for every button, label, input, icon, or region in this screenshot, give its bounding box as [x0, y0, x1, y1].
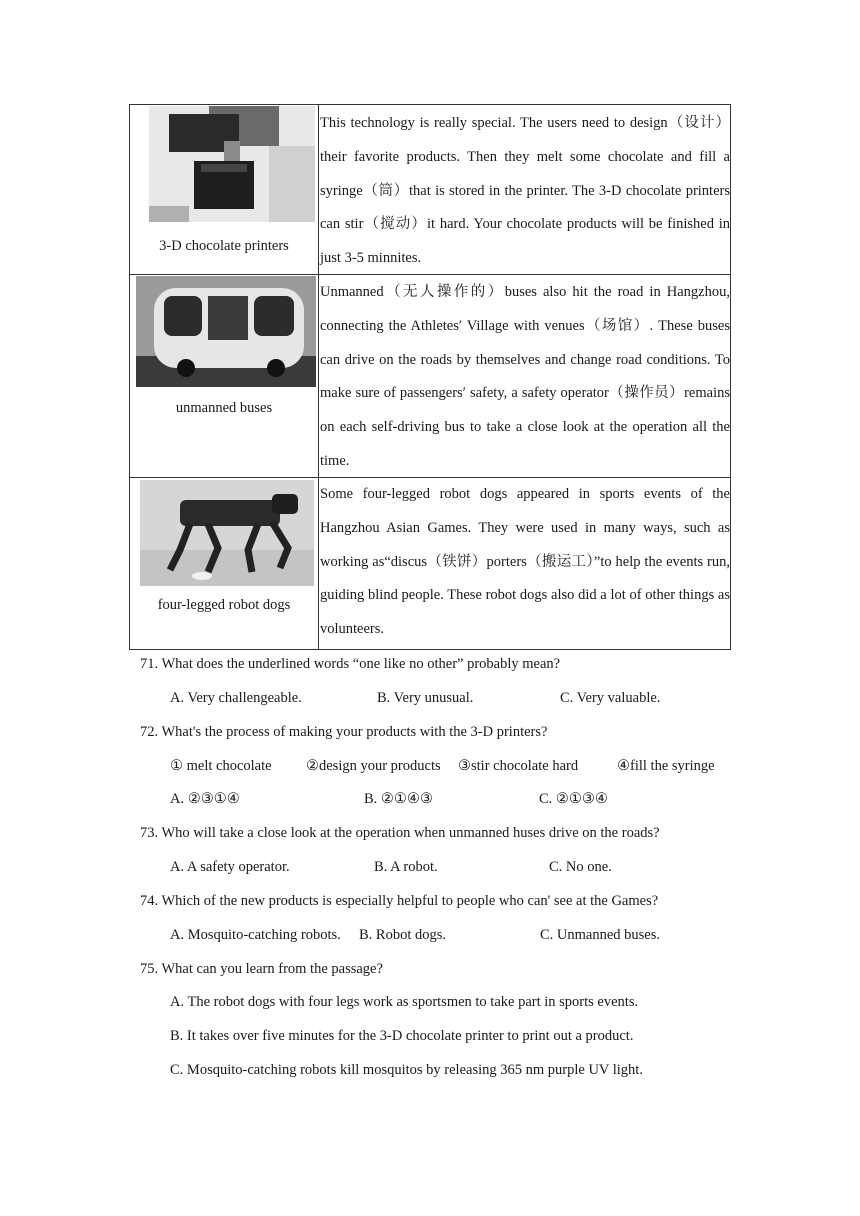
option-a: A. ②③①④ — [170, 791, 240, 807]
step-4: ④fill the syringe — [617, 758, 715, 774]
question-71: 71. What does the underlined words “one like no other” probably mean? — [140, 656, 561, 672]
option-b: B. A robot. — [374, 859, 438, 875]
image-cell — [130, 105, 319, 274]
step-1: ① melt chocolate — [170, 758, 272, 774]
reading-table — [129, 104, 731, 650]
step-3: ③stir chocolate hard — [458, 758, 579, 774]
table-row — [130, 275, 730, 478]
option-b: B. It takes over five minutes for the 3-D chocolate printer to print out a product. — [170, 1028, 634, 1044]
option-c: C. Unmanned buses. — [540, 927, 661, 943]
question-74: 74. Which of the new products is especially helpful to people who can' see at the Games? — [140, 893, 659, 909]
robot-dog-photo — [140, 480, 314, 586]
chocolate-printer-photo — [149, 106, 315, 222]
option-c: C. No one. — [549, 859, 612, 875]
image-cell — [130, 478, 319, 649]
image-cell — [130, 275, 319, 477]
image-caption: unmanned buses — [175, 400, 273, 416]
option-a: A. Mosquito-catching robots. — [170, 927, 341, 943]
option-b: B. ②①④③ — [364, 791, 433, 807]
question-75: 75. What can you learn from the passage? — [140, 961, 383, 977]
question-73: 73. Who will take a close look at the operation when unmanned huses drive on the roads? — [140, 825, 660, 841]
table-row — [130, 478, 730, 649]
option-a: A. Very challengeable. — [170, 690, 302, 706]
passage-text: Unmanned（无人操作的）buses also hit the road in Hangzhou, connecting the Athletes′ Village with venues（场馆）. These buses can drive on the roads by themselves and change road conditions. To make sure of passengers′ safety, a safety operator（操作员）remains on each self-driving bus to take a close look at the operation all the time. — [320, 284, 730, 469]
option-c: C. ②①③④ — [539, 791, 608, 807]
option-c: C. Mosquito-catching robots kill mosquitos by releasing 365 nm purple UV light. — [170, 1062, 643, 1078]
unmanned-bus-photo — [136, 276, 316, 387]
table-row — [130, 105, 730, 275]
image-caption: 3-D chocolate printers — [159, 238, 289, 254]
passage-text: Some four-legged robot dogs appeared in sports events of the Hangzhou Asian Games. They were used in many ways, such as working as“discus（铁饼）porters（搬运工）”to help the events run, guiding blind people. These robot dogs also did a lot of other things as volunteers. — [320, 486, 730, 638]
option-b: B. Robot dogs. — [359, 927, 447, 943]
option-c: C. Very valuable. — [560, 690, 661, 706]
image-caption: four-legged robot dogs — [157, 597, 291, 613]
option-b: B. Very unusual. — [377, 690, 474, 706]
question-72: 72. What's the process of making your products with the 3-D printers? — [140, 724, 548, 740]
passage-text: This technology is really special. The users need to design（设计）their favorite products. Then they melt some chocolate and fill a syringe（筒）that is stored in the printer. The 3-D chocolate printers can stir（搅动）it hard. Your chocolate products will be finished in just 3-5 minnites. — [320, 115, 730, 267]
option-a: A. The robot dogs with four legs work as sportsmen to take part in sports events. — [170, 994, 639, 1010]
step-2: ②design your products — [306, 758, 441, 774]
option-a: A. A safety operator. — [170, 859, 290, 875]
